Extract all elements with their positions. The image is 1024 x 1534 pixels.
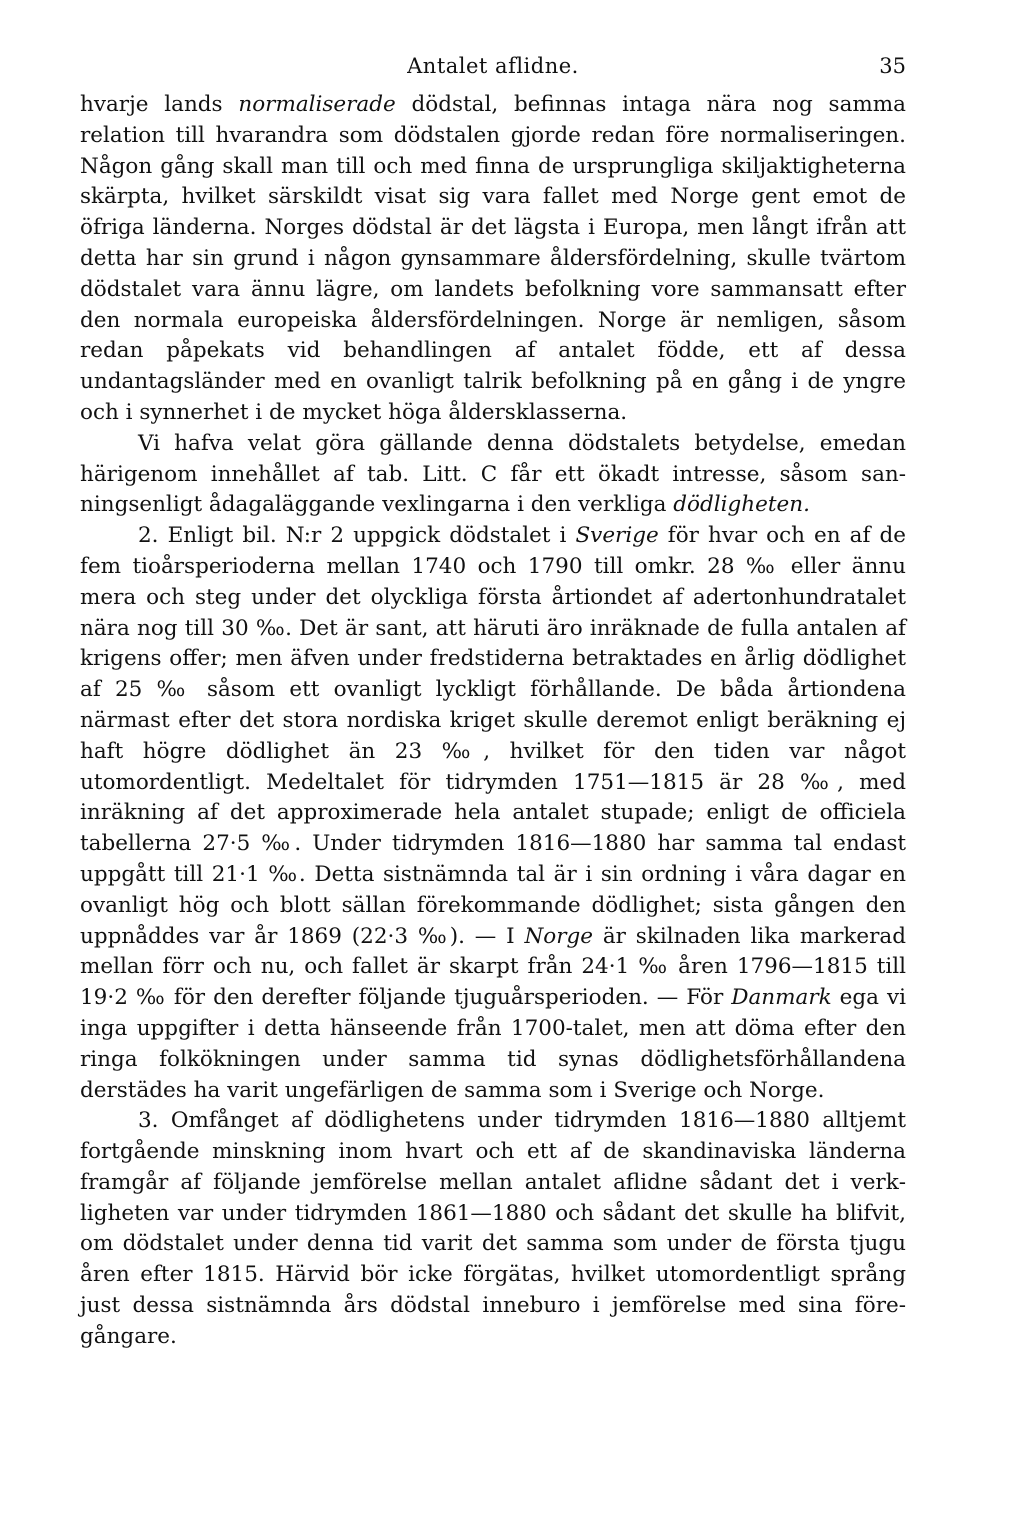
text-run: Vi hafva velat göra gällande denna dödstalets betydelse, emedan härigenom innehållet af tab. Litt. C får ett ökadt intresse, såsom sanningsenligt ådagaläggande vexlingarna i den verkliga [80, 430, 906, 518]
text-run: dödstal, befinnas intaga nära nog samma relation till hvarandra som dödstalen gjorde redan före normaliseringen. Någon gång skall man till och med finna de ursprungliga skiljaktigheterna skärpta, hvilket särskildt visat sig vara fallet med Norge gent emot de öfriga länderna. Norges dödstal är det lägsta i Europa, men långt ifrån att detta har sin grund i någon gynsammare åldersfördelning, skulle tvärtom dödstalet vara ännu lägre, om landets befolkning vore sammansatt efter den normala europeiska åldersfördelningen. Norge är nemligen, såsom redan påpekats vid behandlingen af antalet födde, ett af dessa undantagsländer med en ovanligt talrik befolkning på en gång i de yngre och i synnerhet i de mycket höga åldersklasserna. [80, 92, 906, 425]
document-page [80, 48, 906, 1353]
italic-text: dödligheten. [673, 492, 810, 518]
paragraph-3 [80, 521, 906, 1106]
running-header [80, 48, 906, 90]
italic-text: normaliserade [238, 92, 396, 117]
text-run: för hvar och en af de fem tioårsperioderna mellan 1740 och 1790 till omkr. 28 ‰ eller ännu mera och steg under det olyckliga första årtiondet af adertonhundratalet nära nog till 30 ‰. Det är sant, att häruti äro inräknade de fulla antalen af krigens offer; men äfven under fredstiderna betraktades en årlig dödlighet af 25 ‰ såsom ett ovanligt lyckligt förhållande. De båda årtiondena närmast efter det stora nordiska kriget skulle deremot enligt beräkning ej haft högre dödlighet än 23 ‰, hvilket för den tiden var något utomordentligt. Medeltalet för tidrymden 1751—1815 är 28 ‰, med inräkning af det approximerade hela antalet stupade; enligt de officiela tabellerna 27·5 ‰. Under tidrymden 1816—1880 har samma tal endast uppgått till 21·1 ‰. Detta sistnämnda tal är i sin ordning i våra dagar en ovanligt hög och blott sällan förekommande dödlighet; sista gången den uppnåddes var år 1869 (22·3 ‰). — I [80, 523, 906, 949]
italic-text: Sverige [575, 523, 659, 549]
paragraph-2 [80, 429, 906, 521]
header-title: Antalet aflidne. [407, 54, 579, 78]
paragraph-4 [80, 1106, 906, 1352]
text-run: 3. Omfånget af dödlighetens under tidrymden 1816—1880 alltjemt fortgående minskning inom hvart och ett af de skandinaviska länderna framgår af följande jemförelse mellan antalet aflidne sådant det i verkligheten var under tidrymden 1861—1880 och sådant det skulle ha blifvit, om dödstalet under denna tid varit det samma som under de första tjugu åren efter 1815. Härvid bör icke förgätas, hvilket utomordentligt språng just dessa sistnämnda års dödstal inneburo i jemförelse med sina föregångare. [80, 1108, 906, 1349]
page-number: 35 [879, 54, 906, 78]
text-run: är skilnaden lika markerad mellan förr och nu, och fallet är skarpt från 24·1 ‰ åren 1796—1815 till 19·2 ‰ för den derefter följande tjuguårsperioden. — För [80, 923, 907, 1011]
text-run: hvarje lands [80, 92, 239, 117]
italic-text: Norge [524, 923, 594, 949]
paragraph-1 [80, 90, 906, 429]
text-run: 2. Enligt bil. N:r 2 uppgick dödstalet i [138, 523, 576, 549]
text-run: ega vi inga uppgifter i detta hänseende från 1700-talet, men att döma efter den ringa folkökningen under samma tid synas dödlighetsförhållandena derstädes ha varit ungefärligen de samma som i Sverige och Norge. [80, 985, 907, 1103]
italic-text: Danmark [731, 985, 832, 1011]
